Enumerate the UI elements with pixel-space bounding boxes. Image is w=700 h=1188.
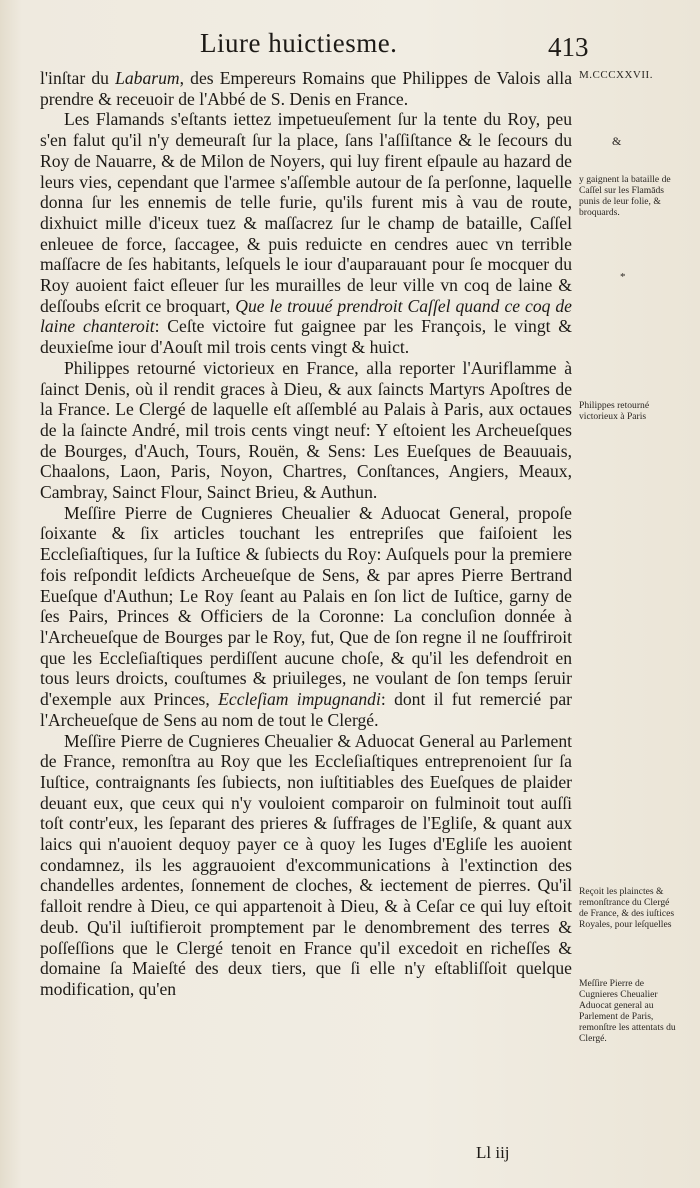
page-number: 413	[548, 32, 589, 62]
margin-mark-ampersand: &	[612, 134, 622, 148]
p2-segment: : Ceſte victoire fut gaignee par les François, le vingt & deuxieſme iour d'Aouſt mil trois cents vingt & huict.	[40, 316, 572, 358]
p4-segment: : dont il fut remercié par l'Archeueſque de Sens au nom de tout le Clergé.	[40, 689, 572, 730]
paragraph-1	[40, 68, 572, 109]
signature-mark: Ll iij	[476, 1143, 510, 1162]
p4-segment: Meſſire Pierre de Cugnieres Cheualier & Aduocat General, propoſe ſoixante & ſix articles touchant les entrepriſes que faiſoient les Eccleſiaſtiques, ſur la Iuſtice & ſubiects du Roy: Auſquels pour la premiere fois reſpondit leſdicts Archeueſque de Sens, & par apres Pierre Bertrand Eueſque d'Authun; Le Roy ſeant au Palais en ſon lict de Iuſtice, garny de ſes Pairs, Princes & Officiers de la Coronne: La concluſion donnée à l'Archeueſque de Bourges par le Roy, fut, Que de ſon regne il ne ſouffriroit que les Eccleſiaſtiques perdiſſent aucune choſe, & qu'il les defendroit en tous leurs droicts, couſtumes & priuileges, ne voulant de ſon temps ſeruir d'exemple aux Princes,	[40, 502, 572, 710]
margin-note-return: Philippes retourné victorieux à Paris	[579, 400, 650, 422]
margin-mark-asterisk: *	[620, 271, 626, 283]
p1-segment: l'inſtar du	[40, 68, 116, 88]
margin-note-year: M.CCCXXVII.	[579, 69, 653, 81]
running-head: Liure huictiesme.	[200, 28, 398, 58]
p5-segment: Meſſire Pierre de Cugnieres Cheualier & Aduocat General au Parlement de France, remonſtra au Roy que les Eccleſiaſtiques entreprenoient ſur ſa Iuſtice, contraignants ſes ſubiects, non iuſtitiables des Eueſques de plaider deuant eux, que ceux qui n'y vouloient comparoir on fulminoit tout auſſi toſt contr'eux, les ſeparant des prieres & ſuffrages de l'Egliſe, & quant aux laics qui n'auoient dequoy payer ce à quoy les Iuges d'Egliſe les auoient condamnez, ils les aggrauoient d'excommunications à l'extinction des chandelles ardentes, ſonnement de cloches, & iectement de pierres. Qu'il falloit rendre à Dieu, ce qui appartenoit à Dieu, & à Ceſar ce qui luy eſtoit deub. Qu'il iuſtifieroit promptement par le denombrement des terres & poſſeſſions que le Clergé tenoit en France qu'il excedoit en richeſſes & domaine ſa Maieſté des deux tiers, que ſi elle n'y eſtabliſſoit quelque modification, qu'en	[40, 730, 572, 999]
paragraph-3	[40, 358, 572, 503]
p1-segment-italic: Labarum	[115, 68, 180, 88]
margin-note-cassel: y gaignent la bataille de Caſſel sur les Flamāds punis de leur folie, & broquards.	[579, 174, 671, 218]
margin-note-cugnieres: Meſſire Pierre de Cugnieres Cheualier Aduocat general au Parlement de Paris, remonſtre les attentats du Clergé.	[579, 978, 676, 1044]
p4-segment-italic: Eccleſiam impugnandi	[218, 689, 381, 710]
p2-segment-italic: Que le trouué prendroit Caſſel quand ce coq de laine chanteroit	[40, 295, 572, 337]
margin-note-complaints: Reçoit les plainctes & remonſtrance du Clergé de France, & des iuſtices Royales, pour leſquelles	[579, 886, 675, 930]
body-text	[40, 68, 572, 1000]
paragraph-2	[40, 109, 572, 357]
paragraph-4	[40, 503, 572, 731]
p3-segment: Philippes retourné victorieux en France, alla reporter l'Auriflamme à ſainct Denis, où il rendit graces à Dieu, & aux ſaincts Martyrs Apoſtres de la France. Le Clergé de laquelle eſt aſſemblé au Palais à Paris, aux octaues de la ſaincte André, mil trois cents vingt neuf: Y eſtoient les Archeueſques de Bourges, d'Auch, Tours, Rouën, & Sens: Les Eueſques de Beauuais, Chaalons, Laon, Paris, Noyon, Chartres, Conſtances, Angiers, Meaux, Cambray, Sainct Flour, Sainct Brieu, & Authun.	[40, 357, 572, 503]
p2-segment: Les Flamands s'eſtants iettez impetueuſement ſur la tente du Roy, peu s'en falut qu'il n'y demeuraſt ſur la place, ſans l'aſſiſtance & le ſecours du Roy de Nauarre, & de Milon de Noyers, qui luy firent eſpaule au hazard de leurs vies, cependant que l'armee s'aſſemble autour de ſa perſonne, laquelle donna ſur les ennemis de telle furie, qu'ils furent mis à vau de route, dixhuict mille d'iceux tuez & maſſacrez ſur le champ de bataille, Caſſel enleuee de force, ſaccagee, & puis reduicte en cendres auec vn terrible maſſacre de ſes habitants, leſquels le iour d'auparauant pour ſe mocquer du Roy auoient faict eſleuer ſur les murailles de leur ville vn coq de laine & deſſoubs eſcrit ce broquart,	[40, 109, 572, 316]
paragraph-5	[40, 731, 572, 1000]
p1-segment: , des Empereurs Romains que Philippes de Valois alla prendre & receuoir de l'Abbé de S. Denis en France.	[40, 68, 573, 109]
